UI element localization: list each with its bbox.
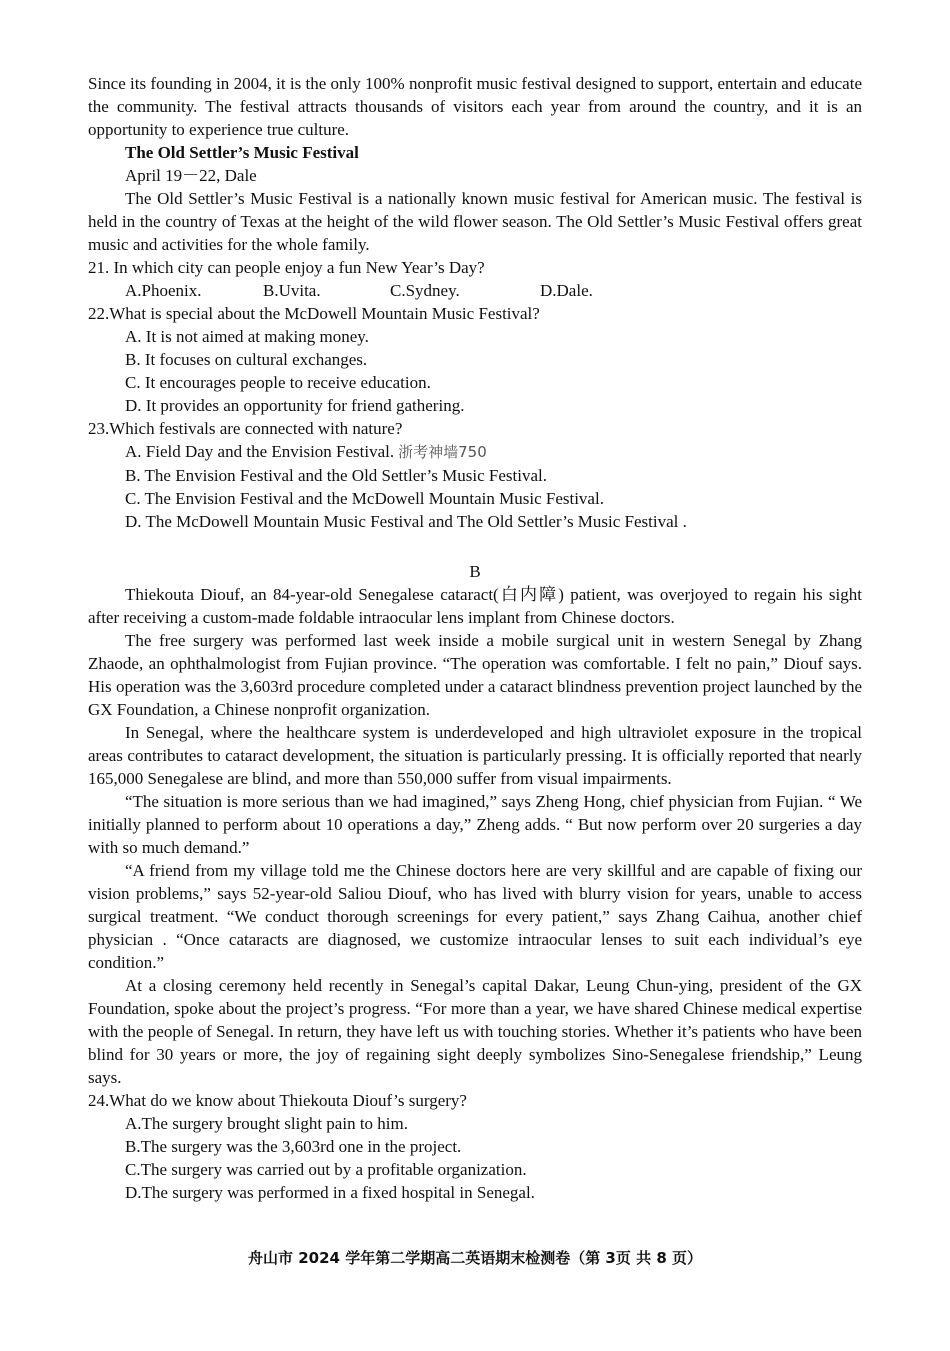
option-a-line: [88, 440, 862, 464]
passage-b-paragraph: “The situation is more serious than we had imagined,” says Zheng Hong, chief physician from Fujian. “ We initially planned to perform about 10 operations a day,” Zheng adds. “ But now perform over 20 surgeries a day with so much demand.”: [88, 792, 862, 857]
passage-b-paragraph: “A friend from my village told me the Chinese doctors here are very skillful and are capable of fixing our vision problems,” says 52-year-old Saliou Diouf, who has lived with blurry vision for years, unable to access surgical treatment. “We conduct thorough screenings for every patient,” says Zhang Caihua, another chief physician . “Once cataracts are diagnosed, we customize intraocular lenses to suit each individual’s eye condition.”: [88, 861, 862, 972]
question-stem: 23.Which festivals are connected with nature?: [88, 419, 403, 438]
festival-date: April 19－22, Dale: [125, 166, 257, 185]
option-d: D.The surgery was performed in a fixed hospital in Senegal.: [125, 1183, 535, 1202]
passage-b-paragraph: Thiekouta Diouf, an 84-year-old Senegalese cataract(白内障) patient, was overjoyed to regain his sight after receiving a custom-made foldable intraocular lens implant from Chinese doctors.: [88, 585, 862, 627]
option-a: A.Phoenix.: [125, 281, 202, 300]
page-content: [88, 72, 862, 1204]
options-row: [88, 279, 862, 302]
festival-title: The Old Settler’s Music Festival: [125, 143, 359, 162]
question-stem: 22.What is special about the McDowell Mountain Music Festival?: [88, 304, 540, 323]
watermark-text: 浙考神墙750: [398, 443, 487, 461]
question-21: [88, 256, 862, 302]
question-22: [88, 302, 862, 417]
question-24: [88, 1089, 862, 1204]
festival-paragraph: The Old Settler’s Music Festival is a nationally known music festival for American music. The festival is held in the country of Texas at the height of the wild flower season. The Old Settler’s Music Festival offers great music and activities for the whole family.: [88, 189, 862, 254]
option-b: B. The Envision Festival and the Old Settler’s Music Festival.: [125, 466, 547, 485]
option-c: C.The surgery was carried out by a profitable organization.: [125, 1160, 527, 1179]
option-a: A. Field Day and the Envision Festival.: [125, 442, 395, 461]
option-b: B. It focuses on cultural exchanges.: [125, 350, 368, 369]
passage-b-paragraph: The free surgery was performed last week inside a mobile surgical unit in western Senegal by Zhang Zhaode, an ophthalmologist from Fujian province. “The operation was comfortable. I felt no pain,” Diouf says. His operation was the 3,603rd procedure completed under a cataract blindness prevention project launched by the GX Foundation, a Chinese nonprofit organization.: [88, 631, 862, 719]
question-23: [88, 417, 862, 533]
option-c: C. It encourages people to receive education.: [125, 373, 431, 392]
passage-b-paragraph: At a closing ceremony held recently in Senegal’s capital Dakar, Leung Chun-ying, president of the GX Foundation, spoke about the project’s progress. “For more than a year, we have shared Chinese medical expertise with the people of Senegal. In return, they have left us with touching stories. Whether it’s patients who have been blind for 30 years or more, the joy of regaining sight deeply symbolizes Sino-Senegalese friendship,” Leung says.: [88, 976, 862, 1087]
option-c: C. The Envision Festival and the McDowell Mountain Music Festival.: [125, 489, 604, 508]
option-b: B.The surgery was the 3,603rd one in the project.: [125, 1137, 462, 1156]
question-stem: 21. In which city can people enjoy a fun New Year’s Day?: [88, 258, 485, 277]
page-footer: 舟山市 2024 学年第二学期高二英语期末检测卷（第 3页 共 8 页）: [248, 1249, 702, 1267]
passage-b-paragraph: In Senegal, where the healthcare system is underdeveloped and high ultraviolet exposure in the tropical areas contributes to cataract development, the situation is particularly pressing. It is officially reported that nearly 165,000 Senegalese are blind, and more than 550,000 suffer from visual impairments.: [88, 723, 862, 788]
question-stem: 24.What do we know about Thiekouta Diouf’s surgery?: [88, 1091, 467, 1110]
passage-a-intro-paragraph: Since its founding in 2004, it is the only 100% nonprofit music festival designed to support, entertain and educate the community. The festival attracts thousands of visitors each year from around the country, and it is an opportunity to experience true culture.: [88, 74, 862, 139]
section-b-heading: B: [469, 562, 481, 581]
option-d: D. It provides an opportunity for friend gathering.: [125, 396, 465, 415]
option-d: D. The McDowell Mountain Music Festival and The Old Settler’s Music Festival .: [125, 512, 687, 531]
option-c: C.Sydney.: [390, 281, 460, 300]
option-a: A.The surgery brought slight pain to him.: [125, 1114, 408, 1133]
option-d: D.Dale.: [540, 281, 593, 300]
option-b: B.Uvita.: [263, 281, 321, 300]
option-a: A. It is not aimed at making money.: [125, 327, 369, 346]
